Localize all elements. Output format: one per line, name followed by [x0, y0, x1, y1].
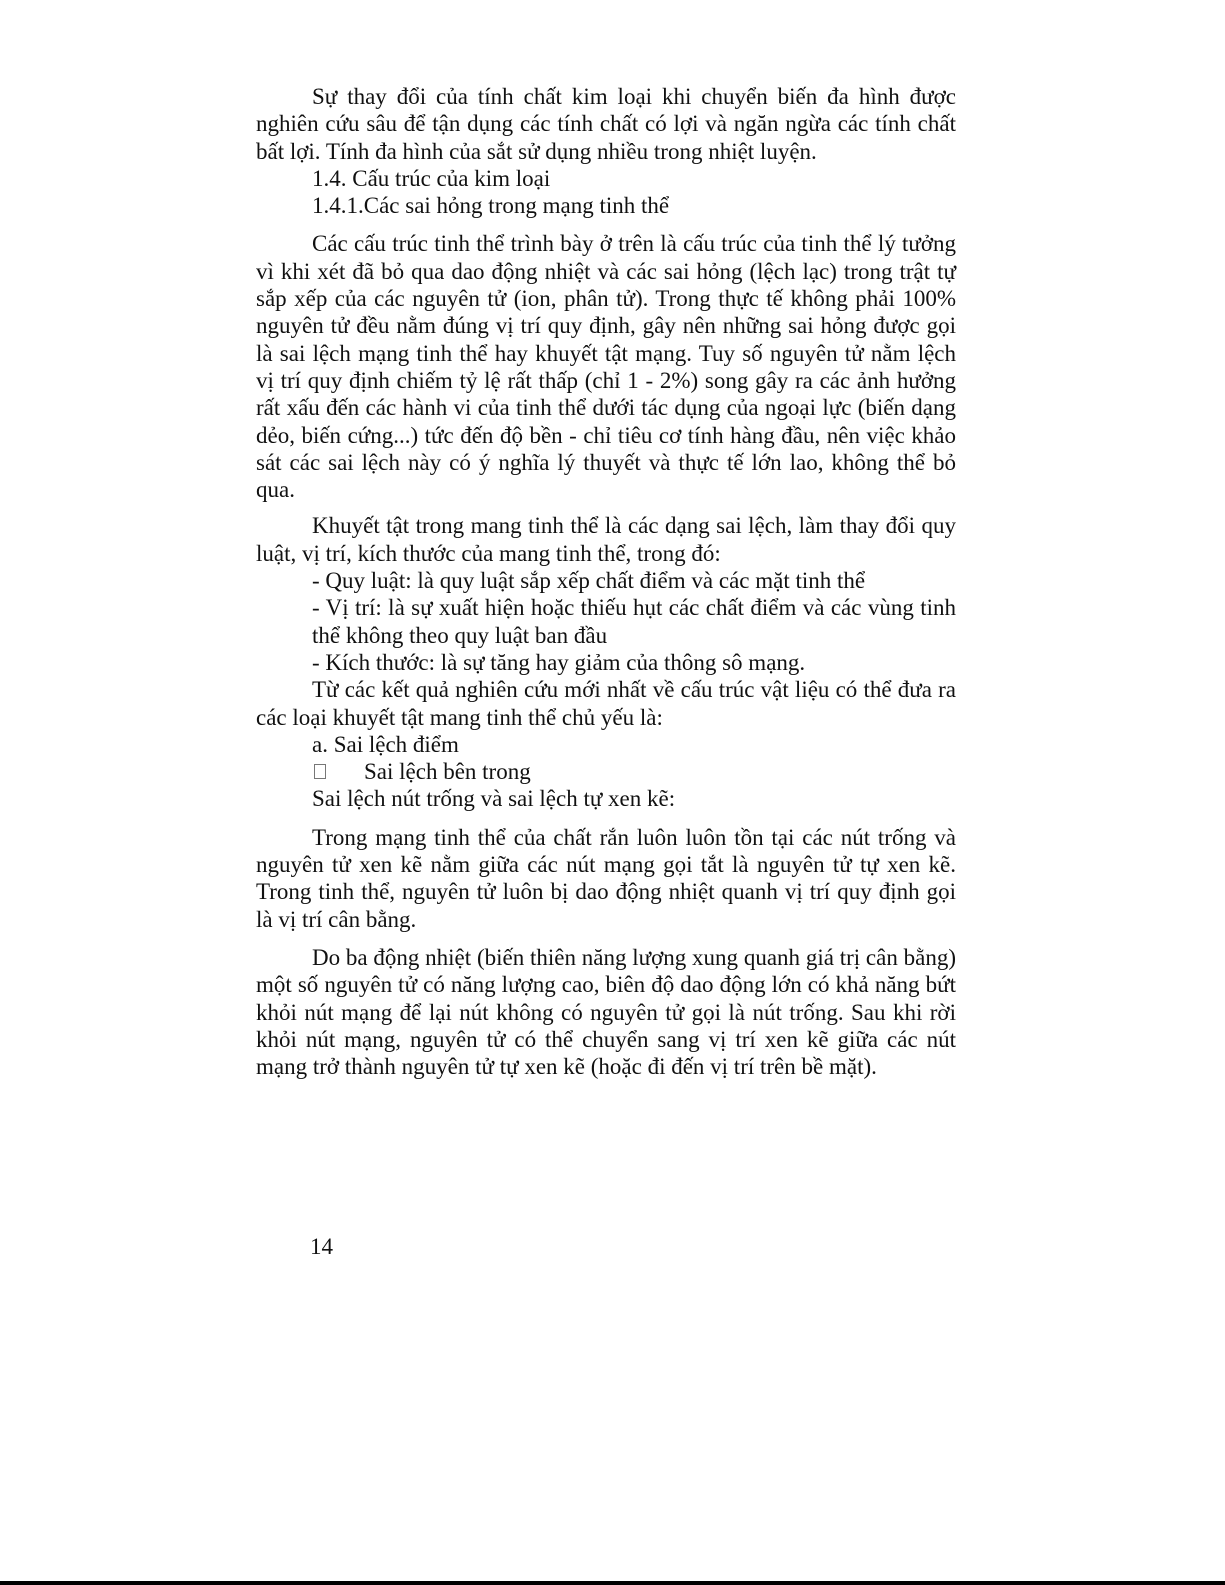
section-heading-1-4: 1.4. Cấu trúc của kim loại [312, 165, 551, 191]
subsection-a-point-defects: a. Sai lệch điểm [312, 731, 459, 757]
list-item-kich-thuoc: - Kích thước: là sự tăng hay giảm của thông sô mạng. [312, 649, 806, 675]
paragraph-thermal-vibration: Do ba động nhiệt (biến thiên năng lượng xung quanh giá trị cân bằng) một số nguyên tử có năng lượng cao, biên độ dao động lớn có khả năng bứt khỏi nút mạng để lại nút không có nguyên tử gọi là nút trống. Sau khi rời khỏi nút mạng, nguyên tử có thể chuyển sang vị trí xen kẽ giữa các nút mạng trở thành nguyên tử tự xen kẽ (hoặc đi đến vị trí trên bề mặt). [256, 944, 956, 1080]
paragraph-vacancies: Trong mạng tinh thể của chất rắn luôn luôn tồn tại các nút trống và nguyên tử xen kẽ nằm giữa các nút mạng gọi tắt là nguyên tử tự xen kẽ. Trong tinh thể, nguyên tử luôn bị dao động nhiệt quanh vị trí quy định gọi là vị trí cân bằng. [256, 824, 956, 932]
bottom-border [0, 1581, 1225, 1585]
page-number: 14 [310, 1234, 333, 1259]
page-content [256, 83, 956, 1080]
bullet-item-internal [256, 758, 956, 785]
bullet-box-icon [314, 764, 326, 779]
list-item-quy-luat: - Quy luật: là quy luật sắp xếp chất điểm và các mặt tinh thể [312, 568, 866, 594]
subsection-vacancy-interstitial: Sai lệch nút trống và sai lệch tự xen kẽ: [312, 786, 676, 812]
paragraph-ideal-crystal: Các cấu trúc tinh thể trình bày ở trên là cấu trúc của tinh thể lý tưởng vì khi xét đã bỏ qua dao động nhiệt và các sai hỏng (lệch lạc) trong trật tự sắp xếp của các nguyên tử (ion, phân tử). Trong thực tế không phải 100% nguyên tử đều nằm đúng vị trí quy định, gây nên những sai hỏng được gọi là sai lệch mạng tinh thể hay khuyết tật mạng. Tuy số nguyên tử nằm lệch vị trí quy định chiếm tỷ lệ rất thấp (chỉ 1 - 2%) song gây ra các ảnh hưởng rất xấu đến các hành vi của tinh thể dưới tác dụng của ngoại lực (biến dạng dẻo, biến cứng...) tức đến độ bền - chỉ tiêu cơ tính hàng đầu, nên việc khảo sát các sai lệch này có ý nghĩa lý thuyết và thực tế lớn lao, không thể bỏ qua. [256, 231, 956, 503]
list-item-vi-tri: - Vị trí: là sự xuất hiện hoặc thiếu hụt các chất điểm và các vùng tinh thể không theo quy luật ban đầu [312, 595, 956, 648]
section-heading-1-4-1: 1.4.1.Các sai hỏng trong mạng tinh thể [312, 193, 670, 219]
bullet-item-text: Sai lệch bên trong [364, 759, 531, 785]
paragraph-polymorphism: Sự thay đổi của tính chất kim loại khi chuyển biến đa hình được nghiên cứu sâu để tận dụng các tính chất có lợi và ngăn ngừa các tính chất bất lợi. Tính đa hình của sắt sử dụng nhiều trong nhiệt luyện. [256, 84, 956, 164]
paragraph-defect-types: Từ các kết quả nghiên cứu mới nhất về cấu trúc vật liệu có thể đưa ra các loại khuyết tật mang tinh thể chủ yếu là: [256, 677, 956, 730]
paragraph-defects-intro: Khuyết tật trong mang tinh thể là các dạng sai lệch, làm thay đổi quy luật, vị trí, kích thước của mang tinh thể, trong đó: [256, 513, 956, 566]
